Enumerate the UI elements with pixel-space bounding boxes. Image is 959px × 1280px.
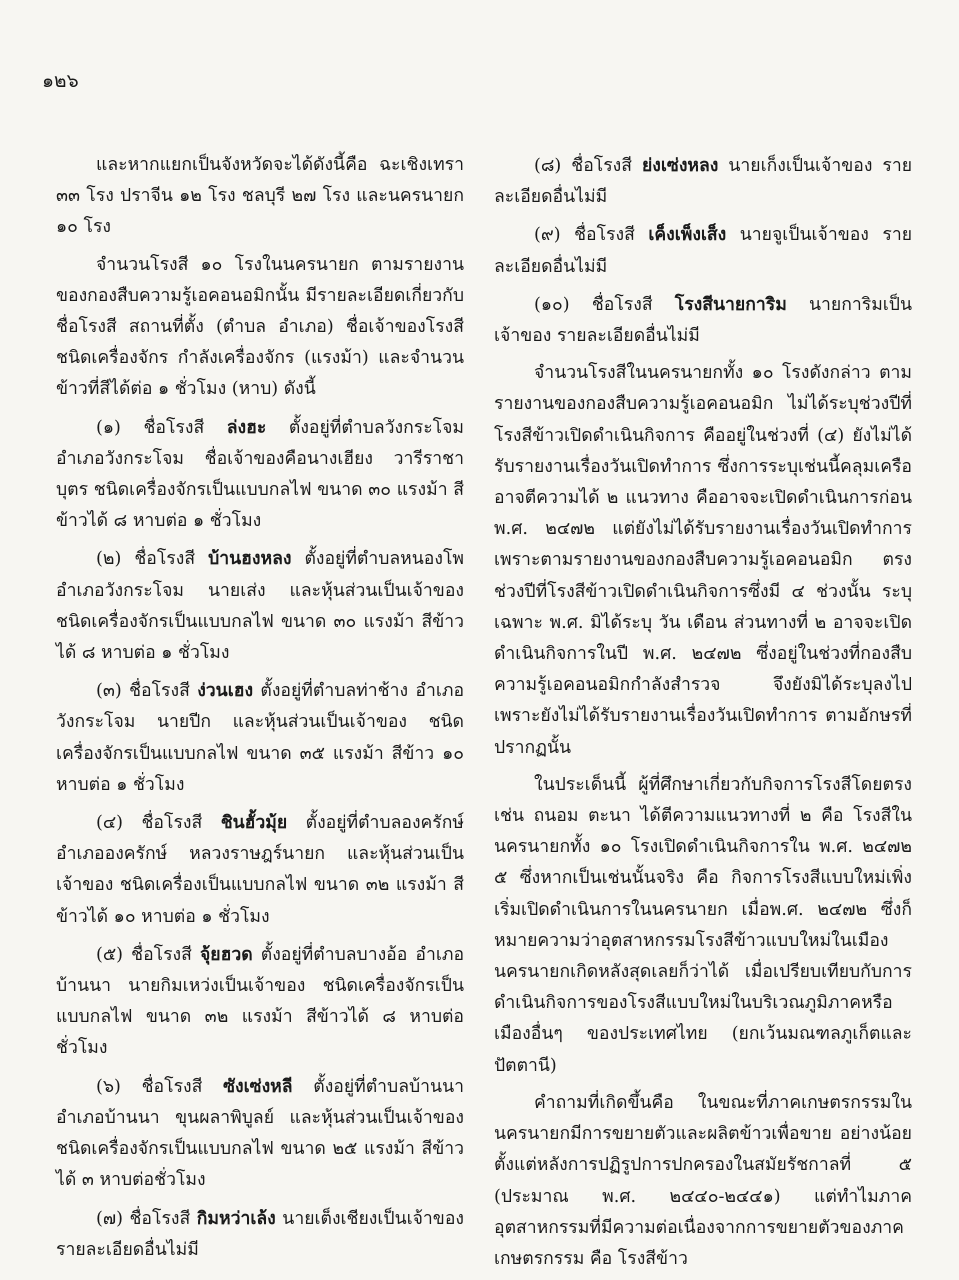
mill-details: ตั้งอยู่ที่ตำบลหนองโพ อำเภอวังกระโจม นายเส่ง และหุ้นส่วนเป็นเจ้าของ ชนิดเครื่องจักรเป็นแบบกลไฟ ขนาด ๓๐ แรงม้า สีข้าวได้ ๘ หาบต่อ ๑ ชั่วโมง — [56, 549, 465, 664]
body-paragraph: จำนวนโรงสีในนครนายกทั้ง ๑๐ โรงดังกล่าว ตามรายงานของกองสืบความรู้เอคอนอมิก ไม่ได้ระบุช่วงปีที่โรงสีข้าวเปิดดำเนินกิจการ คืออยู่ในช่วงที่ (๔) ยังไม่ได้รับรายงานเรื่องวันเปิดทำการ ซึ่งการระบุเช่นนี้คลุมเครืออาจตีความได้ ๒ แนวทาง คืออาจจะเปิดดำเนินการก่อน พ.ศ. ๒๔๗๒ แต่ยังไม่ได้รับรายงานเรื่องวันเปิดทำการ เพราะตามรายงานของกองสืบความรู้เอคอนอมิก ตรงช่วงปีที่โรงสีข้าวเปิดดำเนินกิจการซึ่งมี ๔ ช่วงนั้น ระบุเฉพาะ พ.ศ. มิได้ระบุ วัน เดือน ส่วนทางที่ ๒ อาจจะเปิดดำเนินกิจการในปี พ.ศ. ๒๔๗๒ ซึ่งอยู่ในช่วงที่กองสืบความรู้เอคอนอมิกกำลังสำรวจ จึงยังมิได้ระบุลงไป เพราะยังไม่ได้รับรายงานเรื่องวันเปิดทำการ ตามอักษรที่ปรากฏนั้น — [494, 363, 912, 758]
summary-paragraph: จำนวนโรงสี ๑๐ โรงในนครนายก ตามรายงานของกองสืบความรู้เอคอนอมิกนั้น มีรายละเอียดเกี่ยวกับชื่อโรงสี สถานที่ตั้ง (ตำบล อำเภอ) ชื่อเจ้าของโรงสี ชนิดเครื่องจักร กำลังเครื่องจักร (แรงม้า) และจำนวนข้าวที่สีได้ต่อ ๑ ชั่วโมง (หาบ) ดังนี้ — [56, 254, 464, 400]
mill-details: ตั้งอยู่ที่ตำบลบ้านนา อำเภอบ้านนา ขุนผลาพิบูลย์ และหุ้นส่วนเป็นเจ้าของ ชนิดเครื่องจักรเป็นแบบกลไฟ ขนาด ๒๕ แรงม้า สีข้าวได้ ๓ หาบต่อชั่วโมง — [56, 1076, 464, 1191]
mill-prefix: (๑) ชื่อโรงสี — [96, 417, 205, 438]
mill-prefix: (๓) ชื่อโรงสี — [96, 681, 190, 702]
mill-details: นายเก็งเป็นเจ้าของ รายละเอียดอื่นไม่มี — [494, 156, 913, 208]
body-paragraph: ในประเด็นนี้ ผู้ที่ศึกษาเกี่ยวกับกิจการโรงสีโดยตรง เช่น ถนอม ตะนา ได้ตีความแนวทางที่ ๒ คือ โรงสีในนครนายกทั้ง ๑๐ โรงเปิดดำเนินกิจการใน พ.ศ. ๒๔๗๒ ๕ ซึ่งหากเป็นเช่นนั้นจริง คือ กิจการโรงสีแบบใหม่เพิ่งเริ่มเปิดดำเนินการในนครนายก เมื่อพ.ศ. ๒๔๗๒ ซึ่งก็หมายความว่าอุตสาหกรรมโรงสีข้าวแบบใหม่ในเมืองนครนายกเกิดหลังสุดเลยก็ว่าได้ เมื่อเปรียบเทียบกับการดำเนินกิจการของโรงสีแบบใหม่ในบริเวณภูมิภาคหรือเมืองอื่นๆ ของประเทศไทย (ยกเว้นมณฑลภูเก็ตและปัตตานี) — [494, 774, 912, 1076]
mill-name: โรงสีนายการิม — [674, 293, 787, 315]
mill-name: บ้านฮงหลง — [208, 548, 292, 570]
mill-name: ซังเซ่งหลี — [223, 1075, 293, 1097]
mill-item — [56, 939, 464, 1065]
mill-name: กิมหว่าเล้ง — [196, 1207, 276, 1229]
left-column — [56, 150, 464, 1266]
mill-item — [56, 543, 464, 669]
mill-prefix: (๘) ชื่อโรงสี — [534, 156, 632, 176]
mill-item — [494, 219, 912, 282]
mill-prefix: (๕) ชื่อโรงสี — [96, 944, 192, 965]
mill-item — [494, 289, 912, 352]
mill-item — [56, 675, 464, 801]
mill-prefix: (๑๐) ชื่อโรงสี — [534, 294, 653, 315]
mill-item — [56, 807, 464, 933]
mill-item — [56, 412, 464, 538]
mill-prefix: (๔) ชื่อโรงสี — [96, 813, 203, 834]
mill-prefix: (๖) ชื่อโรงสี — [96, 1076, 203, 1097]
page-number: ๑๒๖ — [42, 70, 79, 92]
mill-details: นายจูเป็นเจ้าของ รายละเอียดอื่นไม่มี — [494, 225, 913, 277]
mill-details: นายการิมเป็นเจ้าของ รายละเอียดอื่นไม่มี — [494, 294, 913, 347]
mill-name: ชินฮั้วมุ้ย — [220, 812, 288, 834]
mill-prefix: (๗) ชื่อโรงสี — [96, 1208, 191, 1229]
mill-item — [56, 1071, 464, 1197]
mill-details: นายเต็งเชียงเป็นเจ้าของ รายละเอียดอื่นไม่มี — [56, 1208, 464, 1260]
mill-name: ย่งเซ่งหลง — [641, 155, 719, 176]
mill-prefix: (๙) ชื่อโรงสี — [534, 225, 635, 246]
intro-paragraph: และหากแยกเป็นจังหวัดจะได้ดังนี้คือ ฉะเชิงเทรา ๓๓ โรง ปราจีน ๑๒ โรง ชลบุรี ๒๗ โรง และนครนายก ๑๐ โรง — [56, 155, 464, 238]
mill-name: ล่งฮะ — [226, 416, 267, 438]
mill-name: จุ้ยฮวด — [200, 943, 253, 965]
mill-item — [494, 150, 912, 213]
mill-item — [56, 1203, 464, 1266]
mill-details: ตั้งอยู่ที่ตำบลองครักษ์ อำเภอองครักษ์ หลวงราษฎร์นายก และหุ้นส่วนเป็นเจ้าของ ชนิดเครื่องเป็นแบบกลไฟ ขนาด ๓๒ แรงม้า สีข้าวได้ ๑๐ หาบต่อ ๑ ชั่วโมง — [56, 813, 465, 927]
mill-details: ตั้งอยู่ที่ตำบลท่าช้าง อำเภอวังกระโจม นายปีก และหุ้นส่วนเป็นเจ้าของ ชนิดเครื่องจักรเป็นแบบกลไฟ ขนาด ๓๕ แรงม้า สีข้าว ๑๐ หาบต่อ ๑ ชั่วโมง — [56, 681, 465, 795]
mill-details: ตั้งอยู่ที่ตำบลวังกระโจม อำเภอวังกระโจม ชื่อเจ้าของคือนางเฮียง วารีราชาบุตร ชนิดเครื่องจักรเป็นแบบกลไฟ ขนาด ๓๐ แรงม้า สีข้าวได้ ๘ หาบต่อ ๑ ชั่วโมง — [56, 417, 465, 532]
right-column — [494, 150, 912, 1275]
mill-name: เค็งเพ็งเส็ง — [648, 224, 727, 246]
mill-details: ตั้งอยู่ที่ตำบลบางอ้อ อำเภอบ้านนา นายกิมเหว่งเป็นเจ้าของ ชนิดเครื่องจักรเป็นแบบกลไฟ ขนาด ๓๒ แรงม้า สีข้าวได้ ๘ หาบต่อชั่วโมง — [56, 944, 465, 1059]
body-paragraph: คำถามที่เกิดขึ้นคือ ในขณะที่ภาคเกษตรกรรมในนครนายกมีการขยายตัวและผลิตข้าวเพื่อขาย อย่างน้อยตั้งแต่หลังการปฏิรูปการปกครองในสมัยรัชกาลที่ ๕ (ประมาณ พ.ศ. ๒๔๔๐-๒๔๔๑) แต่ทำไมภาคอุตสาหกรรมที่มีความต่อเนื่องจากการขยายตัวของภาคเกษตรกรรม คือ โรงสีข้าว — [494, 1092, 912, 1269]
mill-prefix: (๒) ชื่อโรงสี — [96, 549, 196, 570]
mill-name: ง่วนเฮง — [197, 680, 254, 702]
